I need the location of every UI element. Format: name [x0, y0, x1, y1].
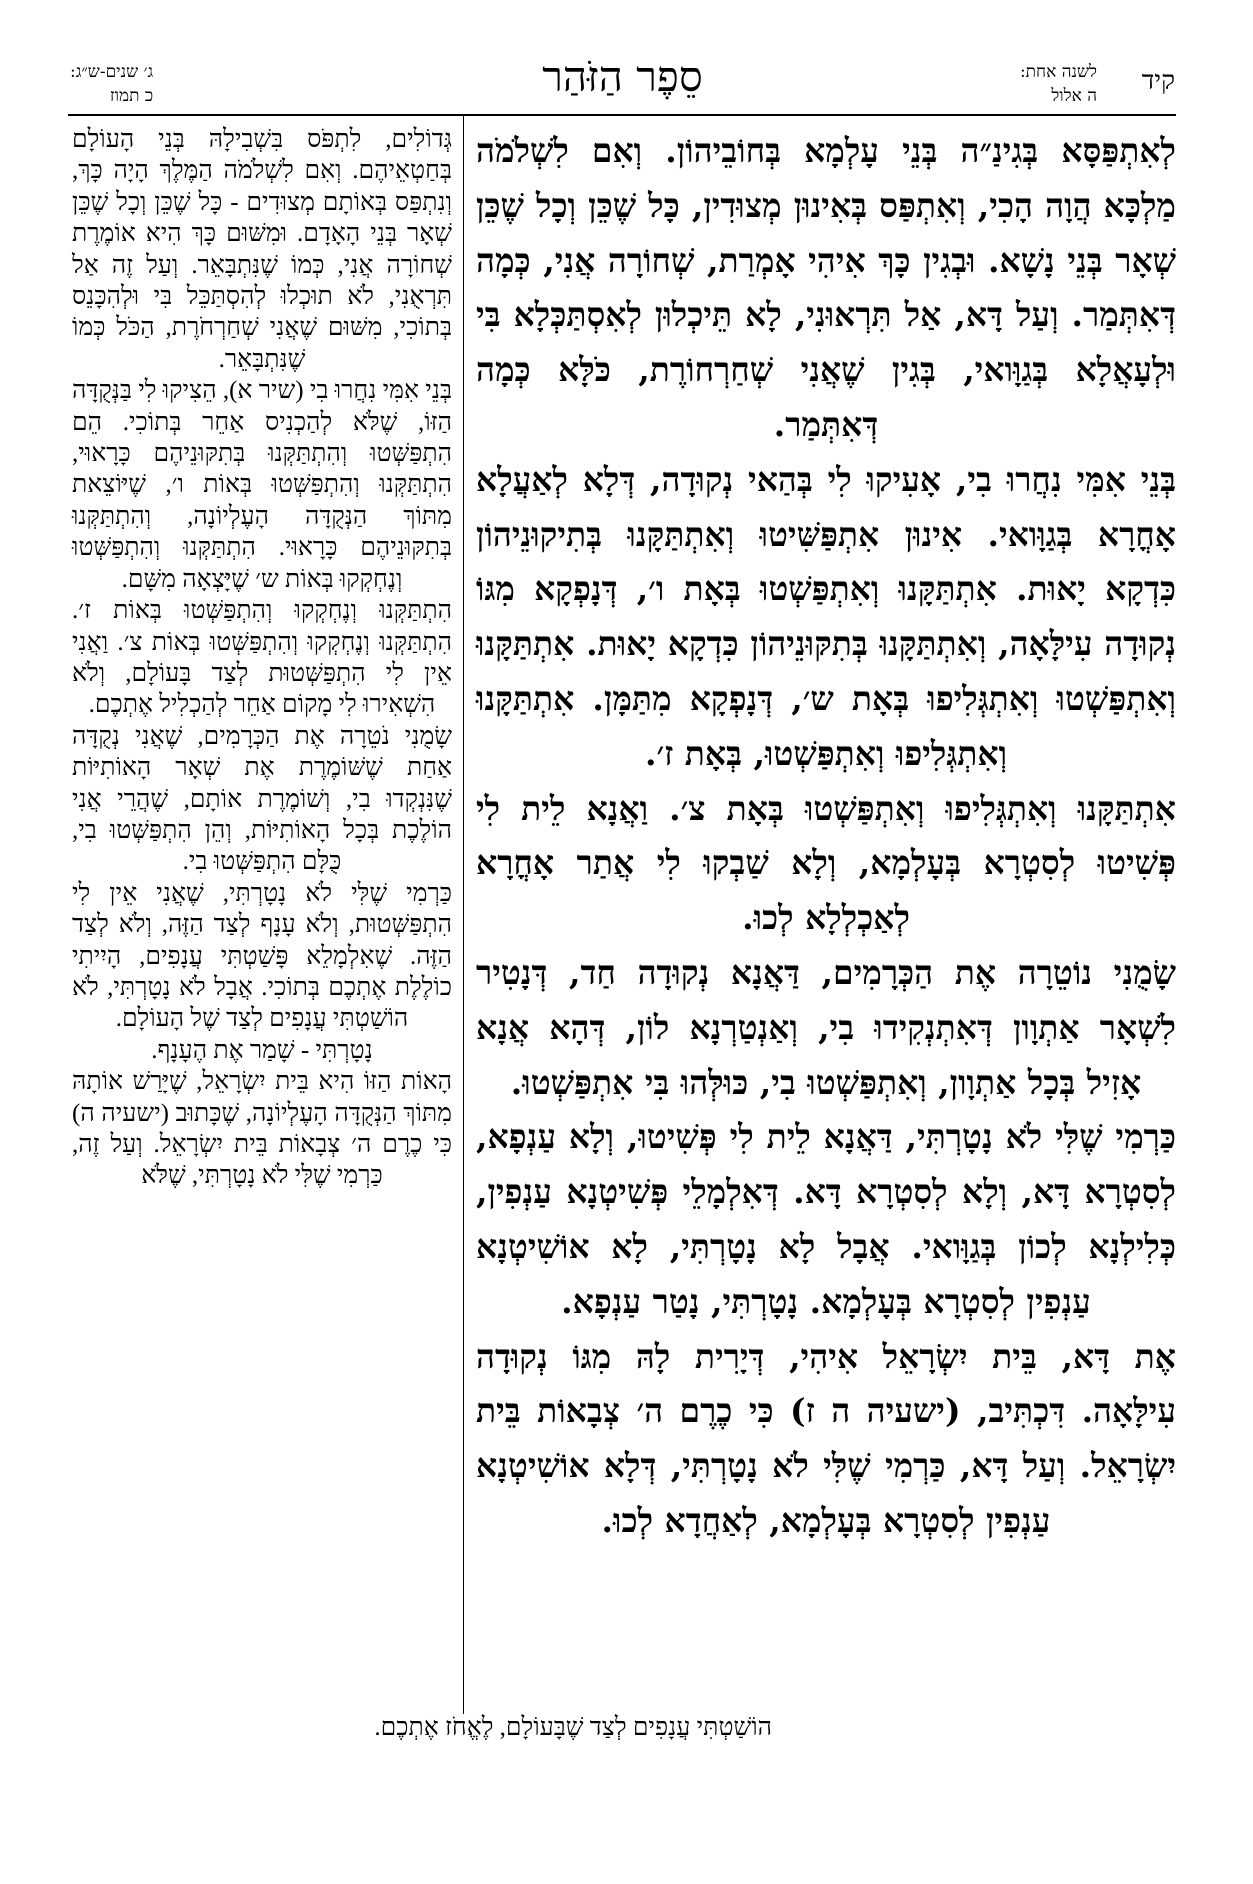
main-paragraph: אִתְתַּקָּנוּ וְאִתְגְּלִיפוּ וְאִתְפַּשְׁטוּ בְּאָת צ׳. וַאֲנָא לֵית לִי פְּשִׁיטוּ לְסִטְרָא בְּעָלְמָא, וְלָא שַׁבְקוּ לִי אֲתַר אָחֳרָא לְאַכְלְלָא לְכוּ.	[476, 788, 1176, 938]
header-left-line2: כ תמוז	[109, 86, 154, 106]
side-paragraph: שָׂמֻנִי נֹטֵרָה אֶת הַכְּרָמִים, שֶׁאֲנִי נְקֻדָּה אַחַת שֶׁשּׁוֹמֶרֶת אֶת שְׁאָר הָאוֹתִיּוֹת שֶׁנִּנְקְדוּ בִי, וְשׁוֹמֶרֶת אוֹתָם, שֶׁהֲרֵי אֲנִי הוֹלֶכֶת בְּכָל הָאוֹתִיּוֹת, וְהֵן הִתְפַּשְּׁטוּ בִי, כֻּלָּם הִתְפַּשְּׁטוּ בִי.	[72, 722, 452, 876]
header-date-left	[70, 60, 153, 108]
side-paragraph: נָטָרְתִּי - שָׁמַר אֶת הֶעָנָף.	[151, 1036, 373, 1064]
side-paragraph: גְּדוֹלִים, לִתְפֹּס בִּשְׁבִילָהּ בְּנֵי הָעוֹלָם בְּחַטְאֵיהֶם. וְאִם לִשְׁלֹמֹה הַמֶּלֶךְ הָיָה כָּךְ, וְנִתְפַּס בְּאוֹתָם מְצוּדִים - כָּל שֶׁכֵּן וְכָל שֶׁכֵּן שְׁאָר בְּנֵי הָאָדָם. וּמִשּׁוּם כָּךְ הִיא אוֹמֶרֶת שְׁחוֹרָה אֲנִי, כְּמוֹ שֶׁנִּתְבָּאֵר. וְעַל זֶה אַל תִּרְאֻנִי, לֹא תוּכְלוּ לְהִסְתַּכֵּל בִּי וּלְהִכָּנֵס בְּתוֹכִי, מִשּׁוּם שֶׁאֲנִי שְׁחַרְחֹרֶת, הַכֹּל כְּמוֹ שֶׁנִּתְבָּאֵר.	[72, 126, 452, 373]
book-title: סֵפֶר הַזֹּהַר	[542, 52, 703, 101]
bottom-continuation-line: הוֹשַׁטְתִּי עֲנָפִים לְצַד שֶׁבָּעוֹלָם, לֶאֱחֹז אֶתְכֶם.	[374, 1714, 772, 1741]
column-divider	[463, 114, 464, 1714]
side-paragraph: כַּרְמִי שֶׁלִּי לֹא נָטָרְתִּי, שֶׁאֲנִי אֵין לִי הִתְפַּשְּׁטוּת, וְלֹא עָנָף לְצַד הַזֶּה, וְלֹא לְצַד הַזֶּה. שֶׁאִלְמָלֵא פָּשַׁטְתִּי עֲנָפִים, הָיִיתִי כוֹלֶלֶת אֶתְכֶם בְּתוֹכִי. אֲבָל לֹא נָטָרְתִּי, לֹא הוֹשַׁטְתִּי עֲנָפִים לְצַד שֶׁל הָעוֹלָם.	[72, 879, 452, 1033]
side-paragraph: הִתְתַּקְּנוּ וְנֶחְקְקוּ וְהִתְפַּשְּׁטוּ בְּאוֹת ז׳. הִתְתַּקְּנוּ וְנֶחְקְקוּ וְהִתְפַּשְּׁטוּ בְּאוֹת צ׳. וַאֲנִי אֵין לִי הִתְפַּשְּׁטוּת לְצַד בָּעוֹלָם, וְלֹא הִשְׁאִירוּ לִי מָקוֹם אַחֵר לְהַכְלִיל אֶתְכֶם.	[72, 597, 452, 719]
side-column-translation	[72, 124, 452, 1192]
page-header	[70, 52, 1175, 118]
main-paragraph: לְאִתְפַּסָּא בְּגִינַ״ה בְּנֵי עָלְמָא בְּחוֹבֵיהוֹן. וְאִם לִשְׁלֹמֹה מַלְכָּא הֲוָה הָכִי, וְאִתְפַּס בְּאִינוּן מְצוּדִין, כָּל שֶׁכֵּן וְכָל שֶׁכֵּן שְׁאָר בְּנֵי נָשָׁא. וּבְגִין כָּךְ אִיהִי אָמְרַת, שְׁחוֹרָה אֲנִי, כְּמָה דְּאִתְּמַר. וְעַל דָּא, אַל תִּרְאוּנִי, לָא תֵּיכְלוּן לְאִסְתַּכְּלָא בִּי וּלְעָאֲלָא בְּגַוָּואי, בְּגִין שֶׁאֲנִי שְׁחַרְחוֹרֶת, כֹּלָּא כְּמָה דְּאִתְּמַר.	[476, 131, 1176, 444]
side-paragraph: בְּנֵי אִמִּי נִחֲרוּ בִי (שיר א), הֵצִיקוּ לִי בַּנְּקֻדָּה הַזּוֹ, שֶׁלֹּא לְהַכְנִיס אַחֵר בְּתוֹכִי. הֵם הִתְפַּשְּׁטוּ וְהִתְתַּקְּנוּ בְּתִקּוּנֵיהֶם כָּרָאוּי, הִתְתַּקְּנוּ וְהִתְפַּשְּׁטוּ בְּאוֹת ו׳, שֶׁיּוֹצֵאת מִתּוֹךְ הַנְּקֻדָּה הָעֶלְיוֹנָה, וְהִתְתַּקְּנוּ בְּתִקּוּנֵיהֶם כָּרָאוּי. הִתְתַּקְּנוּ וְהִתְפַּשְּׁטוּ וְנֶחְקְקוּ בְּאוֹת ש׳ שֶׁיָּצְאָה מִשָּׁם.	[72, 377, 452, 593]
header-right-line1: לשנה אחת:	[1019, 62, 1097, 82]
side-paragraph: הָאוֹת הַזּוֹ הִיא בֵּית יִשְׂרָאֵל, שֶׁיָּרַשׁ אוֹתָהּ מִתּוֹךְ הַנְּקֻדָּה הָעֶלְיוֹנָה, שֶׁכָּתוּב (ישעיה ה) כִּי כֶרֶם ה׳ צְבָאוֹת בֵּית יִשְׂרָאֵל. וְעַל זֶה, כַּרְמִי שֶׁלִּי לֹא נָטָרְתִּי, שֶׁלֹּא	[72, 1068, 452, 1190]
main-paragraph: שָׂמֻנִי נוֹטֵרָה אֶת הַכְּרָמִים, דַּאֲנָא נְקוּדָה חַד, דְּנָטִיר לִשְׁאָר אַתְוָון דְּאִתְנְקִידוּ בִי, וְאַנְטַרְנָא לוֹן, דְּהָא אֲנָא אָזִיל בְּכָל אַתְוָון, וְאִתְפַּשְׁטוּ בִי, כּוּלְּהוּ בִּי אִתְפַּשְׁטוּ.	[476, 952, 1176, 1102]
main-paragraph: אֶת דָּא, בֵּית יִשְׂרָאֵל אִיהִי, דְּיָרִית לָהּ מִגּוֹ נְקוּדָה עִילָּאָה. דִּכְתִּיב, (ישעיה ה ז) כִּי כֶרֶם ה׳ צְבָאוֹת בֵּית יִשְׂרָאֵל. וְעַל דָּא, כַּרְמִי שֶׁלִּי לֹא נָטָרְתִּי, דְּלָא אוֹשִׁיטְנָא עַנְפִין לְסִטְרָא בְּעָלְמָא, לְאַחֲדָא לְכוּ.	[476, 1336, 1176, 1540]
main-paragraph: בְּנֵי אִמִּי נִחֲרוּ בִי, אָעִיקוּ לִי בְּהַאי נְקוּדָה, דְּלָא לְאַעֲלָא אָחֳרָא בְּגַוָּואי. אִינוּן אִתְפַּשִּׁיטוּ וְאִתְתַּקָּנוּ בְּתִיקוּנֵיהוֹן כִּדְקָא יָאוּת. אִתְתַּקָּנוּ וְאִתְפַּשְׁטוּ בְּאָת ו׳, דְּנָפְקָא מִגּוֹ נְקוּדָה עִילָּאָה, וְאִתְתַּקָּנוּ בְּתִקּוּנֵיהוֹן כִּדְקָא יָאוּת. אִתְתַּקָּנוּ וְאִתְפַּשְׁטוּ וְאִתְגְּלִיפוּ בְּאָת ש׳, דְּנָפְקָא מִתַּמָּן. אִתְתַּקָּנוּ וְאִתְגְּלִיפוּ וְאִתְפַּשְׁטוּ, בְּאָת ז׳.	[476, 459, 1176, 773]
page-number: קיד	[1141, 66, 1175, 96]
main-column-aramaic	[476, 124, 1176, 1549]
header-rule	[68, 114, 1176, 116]
header-right-line2: ה אלול	[1051, 86, 1097, 106]
main-paragraph: כַּרְמִי שֶׁלִּי לֹא נָטָרְתִּי, דַּאֲנָא לֵית לִי פְּשִׁיטוּ, וְלָא עַנְפָא, לְסִטְרָא דָּא, וְלָא לְסִטְרָא דָּא. דְּאִלְמָלֵי פְּשִׁיטְנָא עַנְפִין, כְּלִילְנָא לְכוֹן בְּגַוָּואי. אֲבָל לָא נָטָרְתִּי, לָא אוֹשִׁיטְנָא עַנְפִין לְסִטְרָא בְּעָלְמָא. נָטָרְתִּי, נָטַר עַנְפָא.	[476, 1117, 1176, 1321]
header-left-line1: ג׳ שנים-ש״ג:	[70, 62, 154, 82]
